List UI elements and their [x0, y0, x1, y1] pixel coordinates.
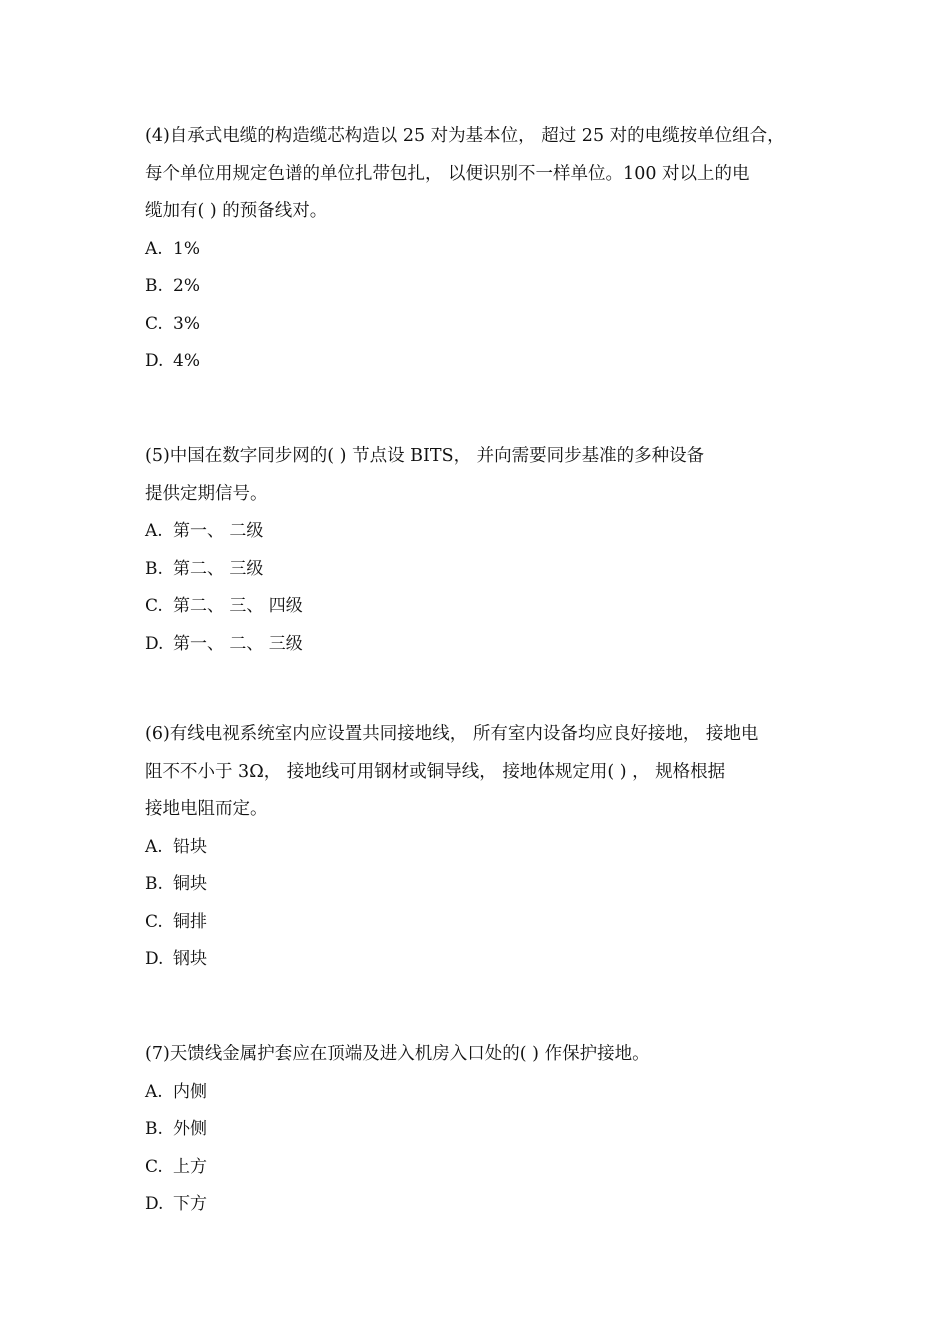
- option-letter: C.: [145, 911, 163, 932]
- question-5: [145, 438, 815, 663]
- option-list: [145, 231, 815, 381]
- option-text: 内侧: [173, 1081, 207, 1102]
- option-text: 钢块: [173, 949, 207, 969]
- stem-line: 缆加有( ) 的预备线对。: [145, 201, 328, 221]
- option-c: [145, 904, 815, 942]
- stem-line: 提供定期信号。: [145, 483, 268, 504]
- question-6: [145, 716, 815, 979]
- question-7: [145, 1036, 815, 1224]
- option-d: [145, 1186, 815, 1224]
- stem-line: (4)自承式电缆的构造缆芯构造以 25 对为基本位， 超过 25 对的电缆按单位组合，: [145, 126, 785, 146]
- option-text: 1%: [173, 238, 200, 259]
- option-text: 下方: [173, 1194, 207, 1214]
- option-letter: B.: [145, 1119, 163, 1139]
- option-letter: D.: [145, 1194, 164, 1214]
- option-b: [145, 1111, 815, 1149]
- option-b: [145, 866, 815, 904]
- option-letter: C.: [145, 596, 163, 616]
- option-letter: B.: [145, 874, 163, 894]
- option-letter: C.: [145, 313, 163, 334]
- option-letter: D.: [145, 949, 164, 969]
- option-text: 第二、 三级: [173, 558, 264, 579]
- stem-line: (7)天馈线金属护套应在顶端及进入机房入口处的( ) 作保护接地。: [145, 1044, 650, 1064]
- option-text: 4%: [173, 351, 200, 371]
- option-c: [145, 588, 815, 626]
- option-text: 上方: [173, 1156, 207, 1177]
- option-d: [145, 626, 815, 664]
- option-d: [145, 343, 815, 381]
- question-stem: [145, 716, 815, 829]
- option-text: 第一、 二级: [173, 521, 264, 541]
- stem-line: 每个单位用规定色谱的单位扎带包扎， 以便识别不一样单位。100 对以上的电: [145, 163, 750, 184]
- question-stem: [145, 1036, 815, 1074]
- option-letter: A.: [145, 238, 163, 259]
- option-text: 铅块: [173, 836, 207, 857]
- option-b: [145, 551, 815, 589]
- option-letter: A.: [145, 836, 163, 857]
- option-list: [145, 829, 815, 979]
- option-letter: C.: [145, 1156, 163, 1177]
- option-letter: A.: [145, 521, 163, 541]
- option-a: [145, 231, 815, 269]
- option-text: 第一、 二、 三级: [173, 633, 303, 654]
- option-d: [145, 941, 815, 979]
- question-stem: [145, 118, 815, 231]
- option-text: 外侧: [173, 1119, 207, 1139]
- option-text: 3%: [173, 313, 200, 334]
- option-list: [145, 513, 815, 663]
- option-text: 第二、 三、 四级: [173, 596, 303, 616]
- stem-line: (5)中国在数字同步网的( ) 节点设 BITS， 并向需要同步基准的多种设备: [145, 446, 705, 466]
- option-letter: B.: [145, 558, 163, 579]
- option-letter: B.: [145, 276, 163, 296]
- option-text: 铜块: [173, 874, 207, 894]
- option-a: [145, 1074, 815, 1112]
- stem-line: 接地电阻而定。: [145, 799, 268, 819]
- option-text: 2%: [173, 276, 200, 296]
- option-a: [145, 829, 815, 867]
- question-4: [145, 118, 815, 381]
- option-letter: D.: [145, 633, 164, 654]
- option-b: [145, 268, 815, 306]
- option-letter: D.: [145, 351, 164, 371]
- option-c: [145, 1149, 815, 1187]
- option-a: [145, 513, 815, 551]
- option-list: [145, 1074, 815, 1224]
- stem-line: 阻不不小于 3Ω， 接地线可用钢材或铜导线， 接地体规定用( ) ， 规格根据: [145, 761, 726, 782]
- question-stem: [145, 438, 815, 513]
- option-text: 铜排: [173, 911, 207, 932]
- stem-line: (6)有线电视系统室内应设置共同接地线， 所有室内设备均应良好接地， 接地电: [145, 724, 759, 744]
- option-letter: A.: [145, 1081, 163, 1102]
- option-c: [145, 306, 815, 344]
